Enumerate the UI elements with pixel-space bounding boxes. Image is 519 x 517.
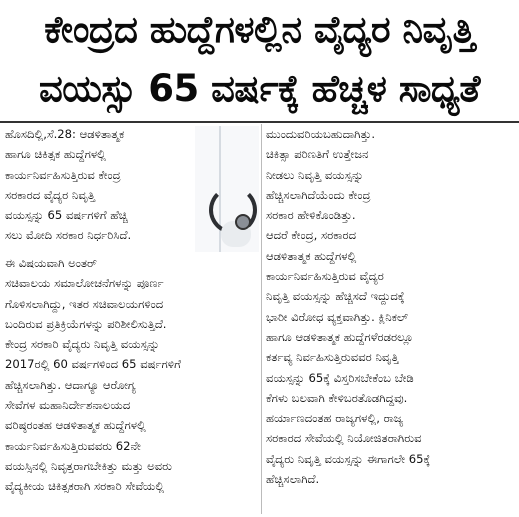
headline-divider: [0, 121, 519, 123]
article-line: ಸಚಿವಾಲಯ ಸಮಾಲೋಚನೆಗಳನ್ನು ಪೂರ್ಣ: [5, 276, 164, 291]
doctor-stethoscope-photo-icon: [195, 126, 259, 252]
article-line: ಕಾರ್ಯನಿರ್ವಹಿಸುತ್ತಿರುವ ಕೇಂದ್ರ: [5, 167, 121, 182]
article-line: ಸೇವೆಗಳ ಮಹಾನಿರ್ದೇಶನಾಲಯದ: [5, 398, 131, 413]
article-line: 2017ರಲ್ಲಿ 60 ವರ್ಷಗಳಿಂದ 65 ವರ್ಷಗಳಿಗೆ: [5, 357, 181, 372]
article-line: ಆಡಳಿತಾತ್ಮಕ ಹುದ್ದೆಗಳಲ್ಲಿ: [266, 248, 357, 263]
headline-line-2: ವಯಸ್ಸು 65 ವರ್ಷಕ್ಕೆ ಹೆಚ್ಚಳ ಸಾಧ್ಯತೆ: [38, 67, 481, 110]
article-line: ಹರ್ಯಾಣದಂತಹ ರಾಜ್ಯಗಳಲ್ಲಿ, ರಾಜ್ಯ: [266, 411, 404, 426]
column-divider: [261, 124, 262, 514]
article-line: ಈ ವಿಷಯವಾಗಿ ಅಂತರ್: [5, 256, 97, 270]
article-line: ಸರಕಾರದ ಸೇವೆಯಲ್ಲಿ ನಿಯೋಜಿತರಾಗಿರುವ: [266, 431, 422, 446]
article-line: ಹೆಚ್ಚಿಸಲಾಗಿತ್ತು. ಆದಾಗ್ಯೂ ಆರೋಗ್ಯ: [5, 377, 136, 392]
article-line: ಹಾಗೂ ಆಡಳಿತಾತ್ಮಕ ಹುದ್ದೆಗಳೆರಡರಲ್ಲೂ: [266, 329, 414, 344]
right-column-body: [266, 124, 515, 489]
article-line: ಹೊಸದಿಲ್ಲಿ,ಸೆ.28: ಆಡಳಿತಾತ್ಮಕ: [5, 127, 125, 141]
article-line: ವಯಸ್ಸನ್ನು 65ಕ್ಕೆ ವಿಸ್ತರಿಸಬೇಕೆಂಬ ಬೇಡಿ: [266, 370, 414, 385]
article-line: ವಯಸ್ಸನ್ನು 65 ವರ್ಷಗಳಿಗೆ ಹೆಚ್ಚಿ: [5, 208, 128, 223]
article-line: ಭಾರೀ ವಿರೋಧ ವ್ಯಕ್ತವಾಗಿತ್ತು. ಕ್ಲಿನಿಕಲ್: [266, 309, 409, 324]
article-line: ಹೆಚ್ಚಿಸಲಾಗಿದೆ.: [266, 472, 320, 487]
article-line: ಕರ್ತವ್ಯ ನಿರ್ವಹಿಸುತ್ತಿರುವವರ ನಿವೃತ್ತಿ: [266, 350, 399, 365]
article-line: ಹೆಚ್ಚಿಸಲಾಗಿದೆಯೆಂದು ಕೇಂದ್ರ: [266, 187, 371, 202]
article-line: ನೀಡಲು ನಿವೃತ್ತಿ ವಯಸ್ಸನ್ನು: [266, 167, 364, 182]
article-line: ಕೇಂದ್ರ ಸರಕಾರಿ ವೈದ್ಯರು ನಿವೃತ್ತಿ ವಯಸ್ಸನ್ನು: [5, 337, 160, 352]
article-line: ನಿವೃತ್ತಿ ವಯಸ್ಸನ್ನು ಹೆಚ್ಚಿಸದೆ ಇದ್ದುದಕ್ಕೆ: [266, 289, 405, 304]
article-line: ಸರಕಾರದ ವೈದ್ಯರ ನಿವೃತ್ತಿ: [5, 187, 96, 202]
article-line: ಹಾಗೂ ಚಿಕಿತ್ಸಕ ಹುದ್ದೆಗಳಲ್ಲಿ: [5, 147, 106, 162]
article-line: ವರಿಷ್ಠರಂತಹ ಆಡಳಿತಾತ್ಮಕ ಹುದ್ದೆಗಳಲ್ಲಿ: [5, 418, 146, 433]
article-line: ಕೆಗಳು ಬಲವಾಗಿ ಕೇಳಿಬರತೊಡಗಿದ್ದವು.: [266, 390, 408, 405]
left-column-body: [5, 253, 256, 497]
article-line: ಸಲು ಮೋದಿ ಸರಕಾರ ನಿರ್ಧರಿಸಿದೆ.: [5, 228, 132, 243]
article-line: ಸರಕಾರ ಹೇಳಿಕೊಂಡಿತ್ತು.: [266, 208, 356, 223]
article-line: ವೈದ್ಯರು ನಿವೃತ್ತಿ ವಯಸ್ಸನ್ನು ಈಗಾಗಲೇ 65ಕ್ಕೆ: [266, 451, 431, 466]
article-line: ಆದರೆ ಕೇಂದ್ರ, ಸರಕಾರದ: [266, 228, 357, 243]
article-line: ಮುಂದುವರಿಯಬಹುದಾಗಿತ್ತು.: [266, 127, 376, 141]
article-line: ವೈದ್ಯಕೀಯ ಚಿಕಿತ್ಸಕರಾಗಿ ಸರಕಾರಿ ಸೇವೆಯಲ್ಲಿ: [5, 479, 165, 494]
article-line: ವಯಸ್ಸಿನಲ್ಲಿ ನಿವೃತ್ತರಾಗಬೇಕಿತ್ತು ಮತ್ತು ಅವರು: [5, 458, 172, 473]
article-line: ಕಾರ್ಯನಿರ್ವಹಿಸುತ್ತಿರುವವರು 62ನೇ: [5, 438, 141, 453]
article-line: ಕಾರ್ಯನಿರ್ವಹಿಸುತ್ತಿರುವ ವೈದ್ಯರ: [266, 269, 384, 284]
headline-line-1: ಕೇಂದ್ರದ ಹುದ್ದೆಗಳಲ್ಲಿನ ವೈದ್ಯರ ನಿವೃತ್ತಿ: [44, 8, 475, 51]
article-line: ಚಿಕಿತ್ಸಾ ಪರಿಣತಿಗೆ ಉತ್ತೇಜನ: [266, 147, 369, 162]
article-line: ಬಂದಿರುವ ಪ್ರತಿಕ್ರಿಯೆಗಳನ್ನು ಪರಿಶೀಲಿಸುತ್ತಿದೆ.: [5, 316, 167, 331]
article-line: ಗೊಳಿಸಲಾಗಿದ್ದು, ಇತರ ಸಚಿವಾಲಯಗಳಿಂದ: [5, 296, 164, 311]
left-column-top: [5, 124, 191, 246]
